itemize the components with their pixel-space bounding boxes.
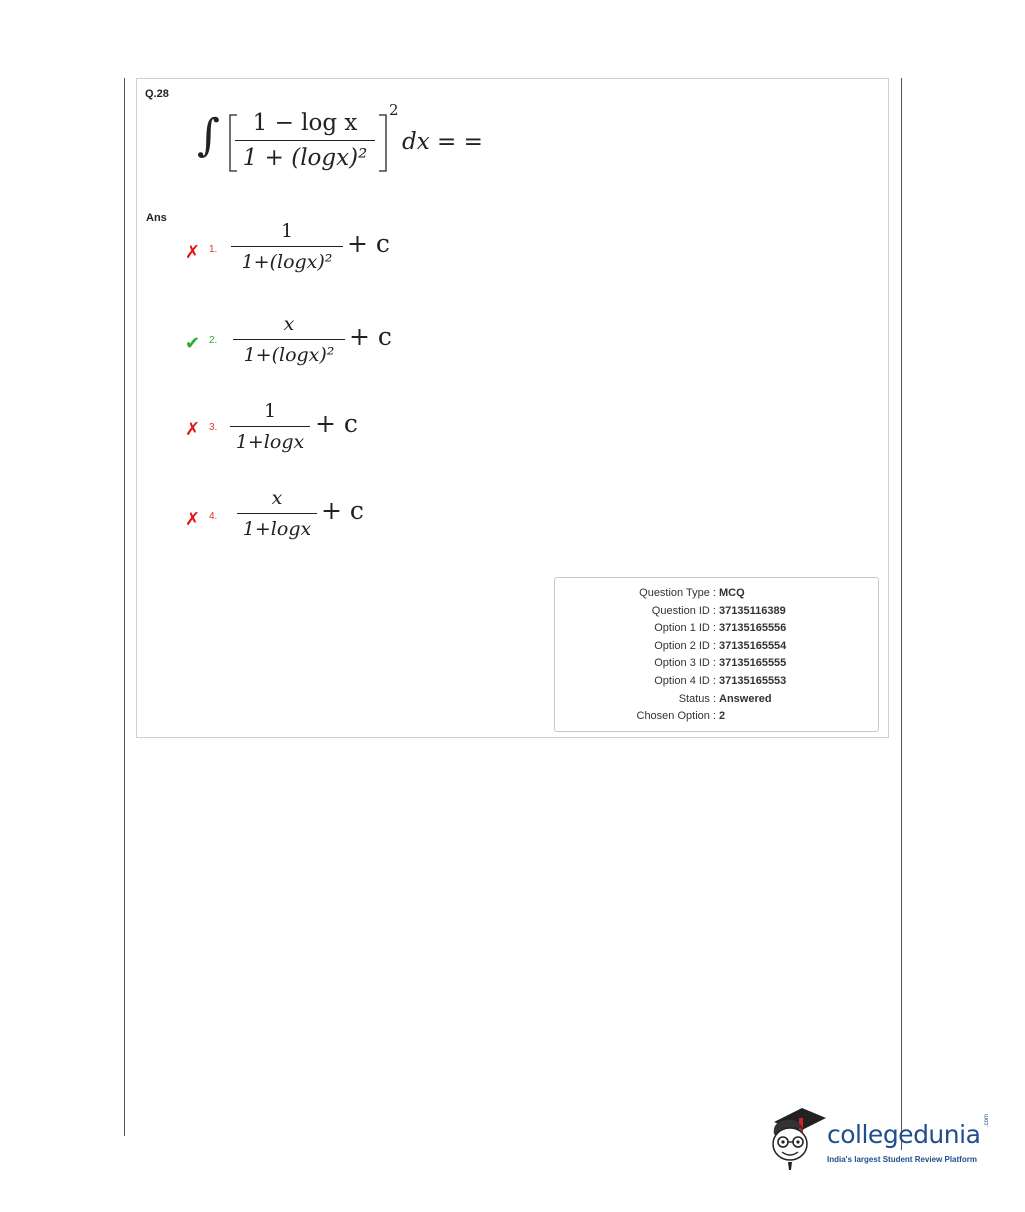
option-3-bar [230, 426, 310, 427]
option-2-bar [233, 339, 345, 340]
question-info-box [554, 577, 879, 732]
option-1 [185, 219, 485, 289]
option-4-fraction [237, 486, 317, 541]
info-value: MCQ [719, 587, 745, 599]
option-1-numerator: 1 [280, 220, 294, 242]
cross-icon: ✗ [185, 419, 201, 439]
option-4 [185, 486, 485, 556]
info-value: 2 [719, 710, 726, 722]
info-option-1-id [555, 619, 878, 637]
option-4-number: 4. [209, 511, 218, 522]
option-3-denominator: 1+logx [235, 431, 305, 453]
option-2-numerator: x [283, 313, 295, 335]
page-left-border [124, 78, 125, 1136]
info-label: Option 2 ID : [654, 640, 716, 652]
question-tail: dx = = [402, 129, 483, 155]
info-label: Option 4 ID : [654, 675, 716, 687]
info-value: 37135165555 [719, 657, 787, 669]
option-1-fraction [231, 219, 343, 274]
info-label: Option 3 ID : [654, 657, 716, 669]
info-question-type [555, 584, 878, 602]
option-1-denominator: 1+(logx)² [241, 251, 333, 273]
option-3-suffix: + c [315, 409, 358, 438]
option-2-fraction [233, 312, 345, 367]
question-numerator: 1 − log x [252, 110, 358, 136]
option-2-suffix: + c [349, 322, 392, 351]
check-icon: ✔ [185, 333, 201, 353]
question-fraction-bar [235, 140, 375, 141]
option-1-suffix: + c [347, 229, 390, 258]
logo-domain: .com [984, 1113, 990, 1127]
info-label: Status : [678, 693, 716, 705]
option-4-denominator: 1+logx [242, 518, 312, 540]
collegedunia-logo [768, 1104, 993, 1174]
logo-tagline: India's largest Student Review Platform [827, 1155, 977, 1164]
question-power: 2 [389, 101, 399, 119]
option-3-number: 3. [209, 422, 218, 433]
info-value: 37135165553 [719, 675, 787, 687]
page-right-border [901, 78, 902, 1150]
option-2-denominator: 1+(logx)² [243, 344, 335, 366]
info-label: Question Type : [639, 587, 716, 599]
info-value: 37135165554 [719, 640, 787, 652]
info-option-4-id [555, 672, 878, 690]
info-option-2-id [555, 637, 878, 655]
question-denominator: 1 + (logx)² [242, 145, 368, 171]
info-status [555, 690, 878, 708]
option-3 [185, 399, 485, 469]
question-number: Q.28 [145, 88, 169, 100]
info-label: Question ID : [651, 605, 716, 617]
info-label: Chosen Option : [636, 710, 716, 722]
option-4-suffix: + c [321, 496, 364, 525]
option-2 [185, 312, 485, 382]
info-value: 37135165556 [719, 622, 787, 634]
logo-wordmark: collegedunia [827, 1120, 981, 1149]
cross-icon: ✗ [185, 242, 201, 262]
option-1-number: 1. [209, 244, 218, 255]
info-value: Answered [719, 693, 772, 705]
question-fraction [235, 109, 375, 172]
info-value: 37135116389 [719, 605, 786, 617]
question-card [136, 78, 889, 738]
cross-icon: ✗ [185, 509, 201, 529]
info-chosen-option [555, 707, 878, 725]
info-option-3-id [555, 654, 878, 672]
right-bracket [377, 113, 389, 173]
option-4-numerator: x [271, 487, 283, 509]
option-1-bar [231, 246, 343, 247]
option-4-bar [237, 513, 317, 514]
option-3-fraction [230, 399, 310, 454]
option-3-numerator: 1 [263, 400, 277, 422]
mascot-icon [768, 1104, 826, 1174]
integral-sign: ∫ [197, 110, 220, 161]
info-question-id [555, 602, 878, 620]
option-2-number: 2. [209, 335, 218, 346]
info-label: Option 1 ID : [654, 622, 716, 634]
answer-label: Ans [146, 212, 167, 224]
